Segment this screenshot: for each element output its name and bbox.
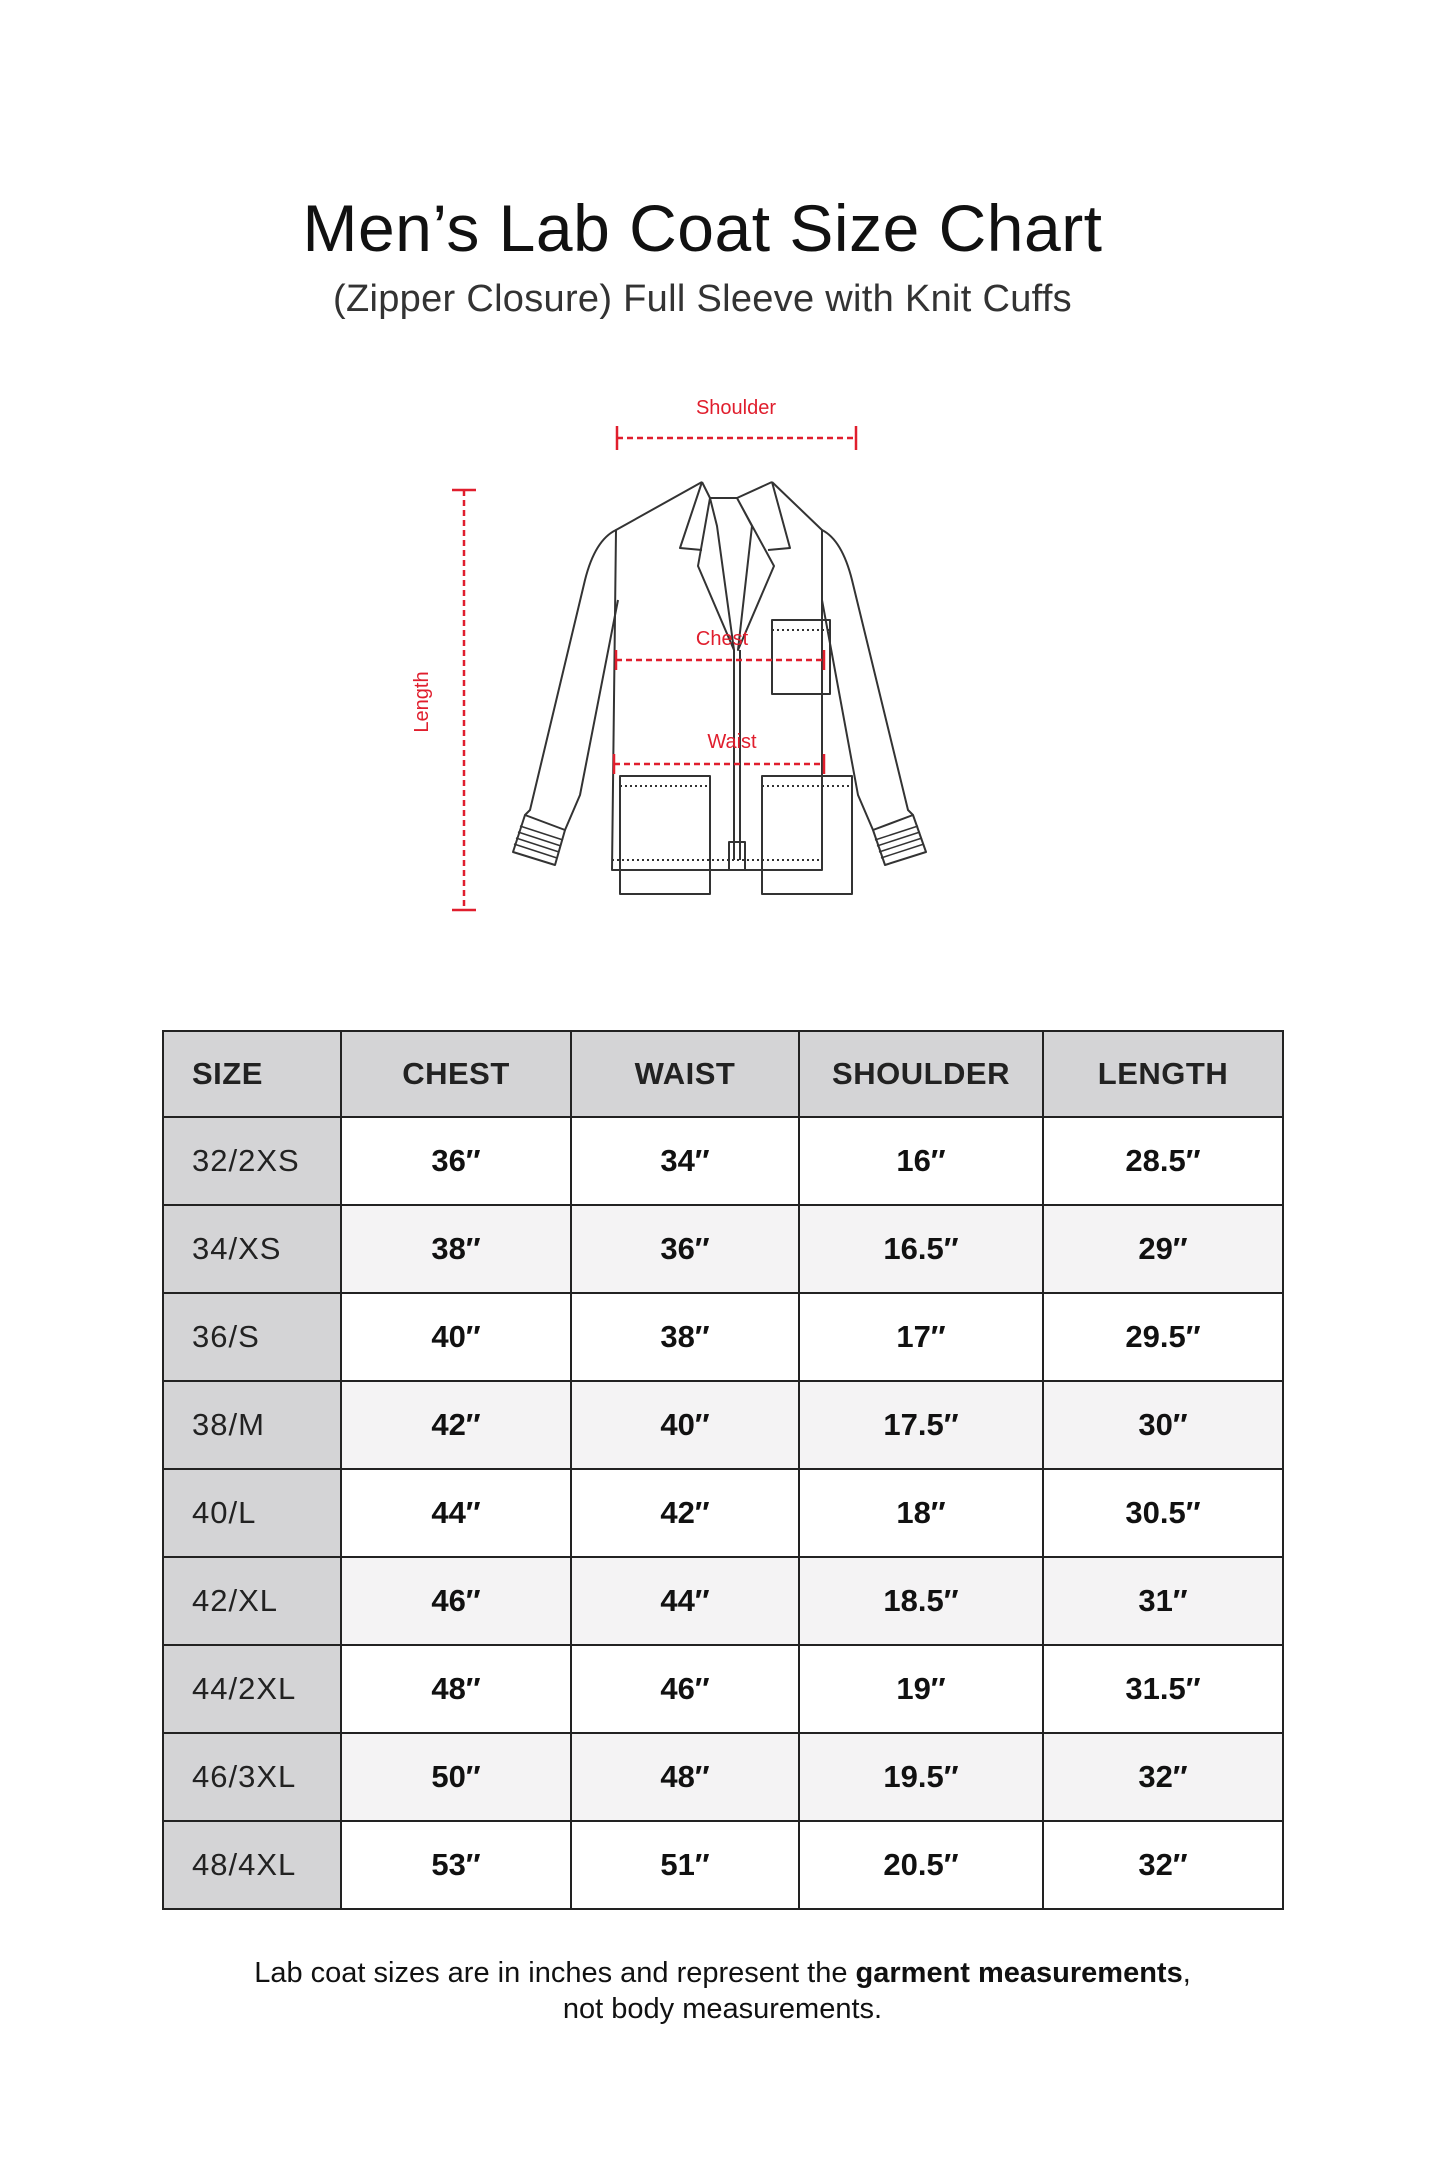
chest-cell: 42″ (341, 1381, 571, 1469)
length-cell: 31.5″ (1043, 1645, 1283, 1733)
waist-cell: 40″ (571, 1381, 799, 1469)
header-shoulder: SHOULDER (799, 1031, 1043, 1117)
waist-cell: 48″ (571, 1733, 799, 1821)
measure-lines (452, 426, 856, 910)
length-cell: 29.5″ (1043, 1293, 1283, 1381)
length-cell: 28.5″ (1043, 1117, 1283, 1205)
header-waist: WAIST (571, 1031, 799, 1117)
table-row (163, 1645, 1283, 1733)
header-size: SIZE (163, 1031, 341, 1117)
size-cell: 34/XS (163, 1205, 341, 1293)
waist-cell: 44″ (571, 1557, 799, 1645)
size-cell: 40/L (163, 1469, 341, 1557)
shoulder-cell: 19.5″ (799, 1733, 1043, 1821)
knit-cuff-left (514, 826, 563, 858)
waist-cell: 38″ (571, 1293, 799, 1381)
footnote-text: Lab coat sizes are in inches and represent the (254, 1957, 856, 1989)
length-cell: 32″ (1043, 1733, 1283, 1821)
coat-outline (513, 482, 926, 894)
chest-cell: 36″ (341, 1117, 571, 1205)
chest-cell: 40″ (341, 1293, 571, 1381)
shoulder-cell: 16″ (799, 1117, 1043, 1205)
waist-cell: 51″ (571, 1821, 799, 1909)
table-row (163, 1293, 1283, 1381)
waist-cell: 34″ (571, 1117, 799, 1205)
table-row (163, 1205, 1283, 1293)
footnote (0, 1955, 1445, 2027)
shoulder-cell: 20.5″ (799, 1821, 1043, 1909)
length-label: Length (411, 671, 433, 733)
length-cell: 30.5″ (1043, 1469, 1283, 1557)
shoulder-cell: 16.5″ (799, 1205, 1043, 1293)
table-row (163, 1821, 1283, 1909)
knit-cuff-right (875, 826, 924, 858)
size-cell: 44/2XL (163, 1645, 341, 1733)
shoulder-cell: 18″ (799, 1469, 1043, 1557)
shoulder-cell: 17.5″ (799, 1381, 1043, 1469)
footnote-line-1 (0, 1955, 1445, 1991)
size-cell: 48/4XL (163, 1821, 341, 1909)
header-chest: CHEST (341, 1031, 571, 1117)
shoulder-label: Shoulder (695, 397, 777, 419)
size-cell: 32/2XS (163, 1117, 341, 1205)
table-row (163, 1117, 1283, 1205)
page-subtitle: (Zipper Closure) Full Sleeve with Knit Cuffs (333, 278, 1072, 320)
size-chart-table (162, 1030, 1284, 1910)
length-cell: 32″ (1043, 1821, 1283, 1909)
shoulder-cell: 18.5″ (799, 1557, 1043, 1645)
size-cell: 36/S (163, 1293, 341, 1381)
footnote-emphasis: garment measurements (855, 1957, 1183, 1989)
shoulder-cell: 19″ (799, 1645, 1043, 1733)
footnote-line-2: not body measurements. (562, 1993, 883, 2025)
chest-cell: 48″ (341, 1645, 571, 1733)
table-row (163, 1733, 1283, 1821)
chest-cell: 50″ (341, 1733, 571, 1821)
size-cell: 46/3XL (163, 1733, 341, 1821)
waist-label: Waist (707, 731, 757, 753)
footnote-punctuation: , (1182, 1957, 1191, 1989)
waist-cell: 46″ (571, 1645, 799, 1733)
chest-cell: 44″ (341, 1469, 571, 1557)
chest-cell: 38″ (341, 1205, 571, 1293)
table-header-row (163, 1031, 1283, 1117)
waist-cell: 36″ (571, 1205, 799, 1293)
length-cell: 29″ (1043, 1205, 1283, 1293)
chest-cell: 46″ (341, 1557, 571, 1645)
page-title: Men’s Lab Coat Size Chart (302, 191, 1103, 265)
size-cell: 42/XL (163, 1557, 341, 1645)
shoulder-cell: 17″ (799, 1293, 1043, 1381)
size-cell: 38/M (163, 1381, 341, 1469)
table-row (163, 1469, 1283, 1557)
table-row (163, 1557, 1283, 1645)
waist-cell: 42″ (571, 1469, 799, 1557)
length-cell: 30″ (1043, 1381, 1283, 1469)
chest-label: Chest (695, 628, 749, 650)
header-length: LENGTH (1043, 1031, 1283, 1117)
length-cell: 31″ (1043, 1557, 1283, 1645)
lab-coat-diagram (380, 390, 1000, 930)
table-row (163, 1381, 1283, 1469)
lab-coat-illustration (380, 390, 1000, 930)
chest-cell: 53″ (341, 1821, 571, 1909)
